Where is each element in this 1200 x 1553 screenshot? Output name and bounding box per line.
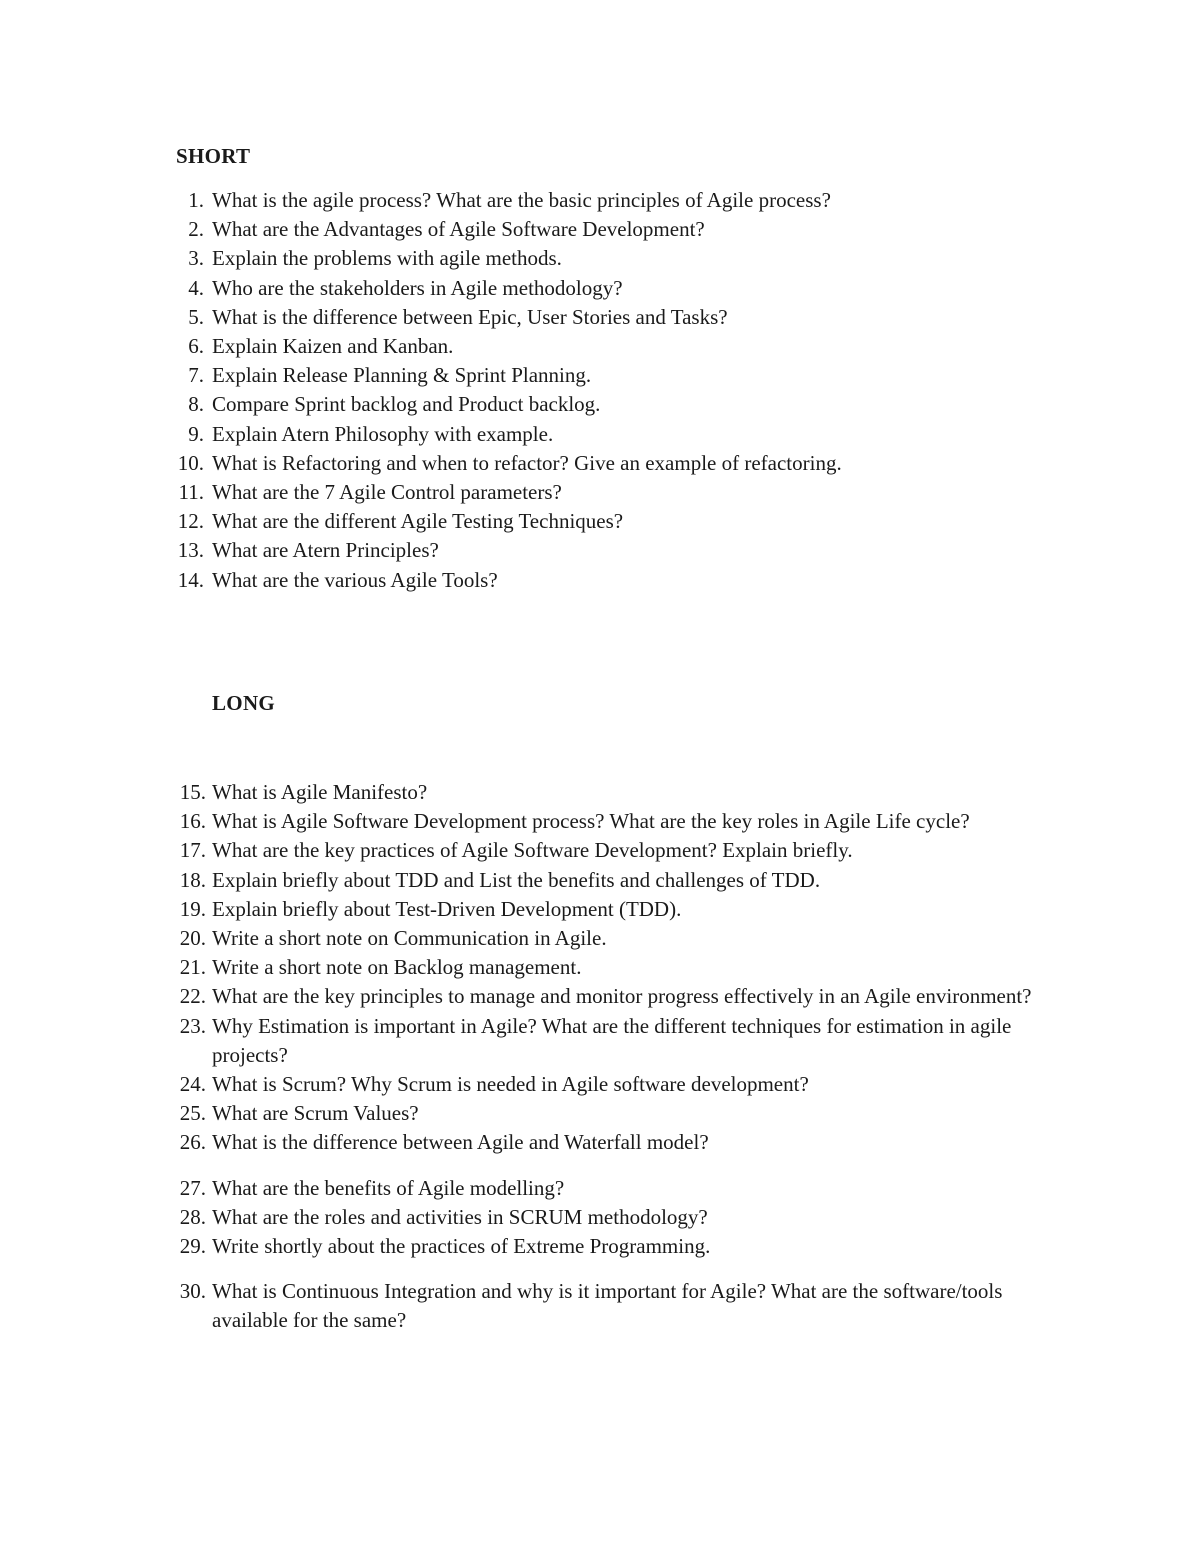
question-number: 9. [188,421,204,446]
question-text: What are the 7 Agile Control parameters? [212,480,562,505]
question-number: 23. [179,1013,206,1038]
question-text: What are the Advantages of Agile Software Development? [212,217,705,242]
question-number: 16. [179,809,206,834]
question-text: What are the various Agile Tools? [212,567,498,592]
question-number: 17. [179,838,206,863]
question-text: What is Refactoring and when to refactor? Give an example of refactoring. [212,450,842,475]
question-number: 12. [177,509,204,534]
question-text: Write shortly about the practices of Extreme Programming. [212,1234,711,1259]
question-text: What is Agile Manifesto? [212,780,428,804]
question-text: What are the roles and activities in SCRUM methodology? [212,1204,708,1229]
question-number: 8. [188,392,204,417]
question-text: Explain Atern Philosophy with example. [212,421,554,446]
question-item [0,536,1058,565]
section-heading-long: LONG [212,691,276,715]
question-item [0,1203,1058,1232]
question-item [0,1012,1058,1070]
short-question-list [0,186,1200,595]
question-item [0,953,1058,982]
question-text: Explain Release Planning & Sprint Planning. [212,363,592,388]
question-item [0,1070,1058,1099]
question-number: 30. [179,1279,206,1304]
question-item [0,1099,1058,1128]
question-number: 14. [177,567,204,592]
question-item [0,807,1058,836]
question-text: Explain briefly about Test-Driven Development (TDD). [212,896,682,921]
question-text: Who are the stakeholders in Agile methodology? [212,275,623,300]
question-text: Why Estimation is important in Agile? What are the different techniques for estimation in agile projects? [212,1013,1012,1067]
question-number: 29. [179,1234,206,1259]
question-text: What are the benefits of Agile modelling? [212,1175,565,1200]
question-text: What is Continuous Integration and why is it important for Agile? What are the software/tools available for the same? [212,1279,1003,1333]
question-number: 24. [179,1072,206,1097]
question-item [0,1174,1058,1203]
question-item [0,274,1058,303]
question-item [0,924,1058,953]
question-text: Write a short note on Communication in Agile. [212,926,607,951]
question-number: 26. [179,1130,206,1155]
question-item [0,332,1058,361]
question-item [0,778,1058,807]
question-number: 15. [179,780,206,804]
question-item [0,186,1058,215]
question-number: 2. [188,217,204,242]
question-number: 21. [179,955,206,980]
question-number: 4. [188,275,204,300]
question-item [0,390,1058,419]
question-text: Explain the problems with agile methods. [212,246,562,271]
question-text: What are Scrum Values? [212,1101,419,1126]
question-item [0,361,1058,390]
question-text: What is the agile process? What are the basic principles of Agile process? [212,188,831,212]
question-text: What are the key practices of Agile Software Development? Explain briefly. [212,838,853,863]
question-item [0,507,1058,536]
question-text: Write a short note on Backlog management. [212,955,582,980]
question-item [0,1232,1058,1261]
question-number: 20. [179,926,206,951]
question-item [0,420,1058,449]
question-number: 6. [188,334,204,359]
question-item [0,303,1058,332]
question-number: 27. [179,1175,206,1200]
question-item [0,566,1058,595]
question-number: 28. [179,1204,206,1229]
question-item [0,1277,1058,1335]
question-text: What is Scrum? Why Scrum is needed in Agile software development? [212,1072,809,1097]
question-text: What are Atern Principles? [212,538,439,563]
question-text: Compare Sprint backlog and Product backlog. [212,392,601,417]
question-text: What are the different Agile Testing Techniques? [212,509,624,534]
question-number: 1. [188,188,204,212]
question-item [0,982,1058,1011]
question-number: 3. [188,246,204,271]
question-number: 22. [179,984,206,1009]
question-text: What is the difference between Agile and Waterfall model? [212,1130,709,1155]
question-number: 5. [188,304,204,329]
question-number: 18. [179,867,206,892]
question-text: What are the key principles to manage and monitor progress effectively in an Agile environment? [212,984,1032,1009]
long-question-list [0,778,1200,1336]
question-number: 25. [179,1101,206,1126]
question-text: What is Agile Software Development process? What are the key roles in Agile Life cycle? [212,809,970,834]
question-item [0,215,1058,244]
question-item [0,836,1058,865]
question-item [0,449,1058,478]
question-number: 13. [177,538,204,563]
question-text: Explain Kaizen and Kanban. [212,334,454,359]
question-item [0,478,1058,507]
question-item [0,244,1058,273]
question-item [0,895,1058,924]
question-number: 10. [177,450,204,475]
question-item [0,866,1058,895]
question-number: 7. [188,363,204,388]
question-number: 11. [178,480,204,505]
question-item [0,1128,1058,1157]
question-text: Explain briefly about TDD and List the benefits and challenges of TDD. [212,867,821,892]
question-number: 19. [179,896,206,921]
question-text: What is the difference between Epic, User Stories and Tasks? [212,304,728,329]
section-heading-short: SHORT [176,144,251,168]
